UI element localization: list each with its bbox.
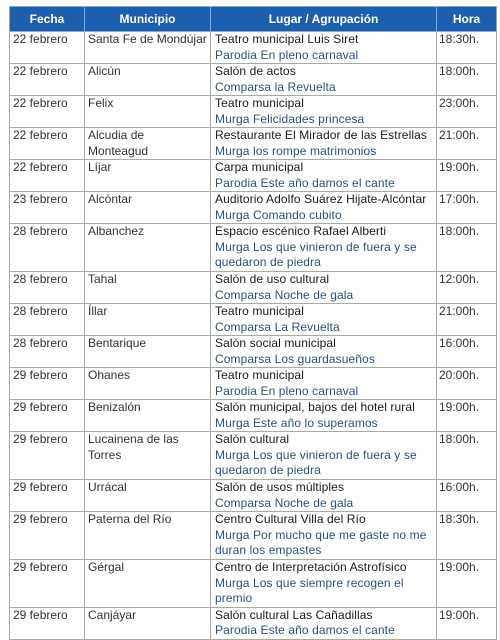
venue-text: Auditorio Adolfo Suárez Hijate-Alcóntar xyxy=(215,192,427,206)
group-text: Parodia Este año damos el cante xyxy=(215,623,395,637)
table-row xyxy=(10,512,497,560)
municipio-text: Líjar xyxy=(88,160,112,174)
municipio-text: Alcudia de Monteagud xyxy=(88,128,149,158)
venue-text: Salón de uso cultural xyxy=(215,272,330,286)
table-body xyxy=(10,32,497,640)
fecha-text: 28 febrero xyxy=(13,272,68,286)
cell-municipio xyxy=(85,560,211,608)
hora-text: 19:00h. xyxy=(439,607,480,622)
group-text: Parodia Este año damos el cante xyxy=(215,175,395,190)
header-municipio: Municipio xyxy=(85,7,211,32)
cell-municipio xyxy=(85,304,211,336)
venue-text: Teatro municipal Luis Siret xyxy=(215,32,359,46)
cell-lugar xyxy=(211,32,437,64)
cell-fecha xyxy=(10,32,85,64)
table-row xyxy=(10,480,497,512)
hora-text: 21:00h. xyxy=(439,128,480,142)
table-row xyxy=(10,368,497,400)
cell-fecha xyxy=(10,128,85,160)
cell-fecha xyxy=(10,400,85,432)
hora-text: 18:30h. xyxy=(439,32,480,46)
group-text: Murga Este año lo superamos xyxy=(215,415,378,430)
header-fecha: Fecha xyxy=(10,7,85,32)
table-row xyxy=(10,96,497,128)
group-text: Murga los rompe matrimonios xyxy=(215,143,377,158)
cell-lugar xyxy=(211,160,437,192)
cell-municipio xyxy=(85,128,211,160)
venue-text: Restaurante El Mirador de las Estrellas xyxy=(215,128,427,142)
group-text: Parodia En pleno carnaval xyxy=(215,47,359,62)
venue-text: Centro de Interpretación Astrofísico xyxy=(215,560,407,574)
cell-hora xyxy=(437,192,497,224)
header-hora: Hora xyxy=(437,7,497,32)
cell-fecha xyxy=(10,304,85,336)
cell-hora xyxy=(437,64,497,96)
hora-text: 16:00h. xyxy=(439,480,480,494)
group-text: Murga Los que vinieron de fuera y se quedaron de piedra xyxy=(215,239,417,269)
hora-text: 12:00h. xyxy=(439,272,480,286)
cell-lugar xyxy=(211,480,437,512)
cell-lugar xyxy=(211,432,437,480)
fecha-text: 28 febrero xyxy=(13,336,68,350)
cell-hora xyxy=(437,432,497,480)
venue-text: Salón cultural Las Cañadillas xyxy=(215,607,373,622)
cell-municipio xyxy=(85,32,211,64)
cell-fecha xyxy=(10,160,85,192)
table-row xyxy=(10,607,497,639)
table-row xyxy=(10,192,497,224)
group-text: Comparsa Los guardasueños xyxy=(215,351,375,366)
events-table xyxy=(9,6,497,640)
fecha-text: 29 febrero xyxy=(13,400,68,414)
cell-municipio xyxy=(85,160,211,192)
cell-fecha xyxy=(10,560,85,608)
municipio-text: Alcóntar xyxy=(88,192,133,206)
municipio-text: Ohanes xyxy=(88,368,131,382)
hora-text: 19:00h. xyxy=(439,560,480,574)
cell-lugar xyxy=(211,336,437,368)
fecha-text: 28 febrero xyxy=(13,304,68,318)
cell-lugar xyxy=(211,96,437,128)
table-row xyxy=(10,432,497,480)
group-text: Comparsa Noche de gala xyxy=(215,287,354,302)
cell-municipio xyxy=(85,368,211,400)
hora-text: 19:00h. xyxy=(439,400,480,414)
cell-municipio xyxy=(85,224,211,272)
cell-hora xyxy=(437,128,497,160)
venue-text: Salón de actos xyxy=(215,64,296,78)
municipio-text: Lucainena de las Torres xyxy=(88,432,179,462)
cell-lugar xyxy=(211,400,437,432)
venue-text: Carpa municipal xyxy=(215,160,304,174)
table-row xyxy=(10,128,497,160)
venue-text: Teatro municipal xyxy=(215,368,304,382)
municipio-text: Gérgal xyxy=(88,560,125,574)
hora-text: 16:00h. xyxy=(439,336,480,350)
group-text: Comparsa Noche de gala xyxy=(215,495,354,510)
hora-text: 20:00h. xyxy=(439,368,480,382)
municipio-text: Benizalón xyxy=(88,400,141,414)
venue-text: Salón municipal, bajos del hotel rural xyxy=(215,400,415,414)
cell-fecha xyxy=(10,480,85,512)
fecha-text: 22 febrero xyxy=(13,128,68,142)
cell-lugar xyxy=(211,128,437,160)
hora-text: 18:00h. xyxy=(439,224,480,238)
group-text: Parodia En pleno carnaval xyxy=(215,383,359,398)
fecha-text: 29 febrero xyxy=(13,607,68,622)
cell-hora xyxy=(437,304,497,336)
cell-hora xyxy=(437,560,497,608)
venue-text: Salón cultural xyxy=(215,432,290,446)
cell-hora xyxy=(437,224,497,272)
municipio-text: Urrácal xyxy=(88,480,127,494)
fecha-text: 29 febrero xyxy=(13,560,68,574)
cell-municipio xyxy=(85,64,211,96)
fecha-text: 29 febrero xyxy=(13,512,68,526)
cell-municipio xyxy=(85,272,211,304)
cell-lugar xyxy=(211,192,437,224)
cell-fecha xyxy=(10,96,85,128)
cell-municipio xyxy=(85,432,211,480)
cell-hora xyxy=(437,480,497,512)
hora-text: 21:00h. xyxy=(439,304,480,318)
cell-hora xyxy=(437,512,497,560)
fecha-text: 22 febrero xyxy=(13,64,68,78)
cell-hora xyxy=(437,160,497,192)
fecha-text: 28 febrero xyxy=(13,224,68,238)
cell-lugar xyxy=(211,272,437,304)
cell-hora xyxy=(437,336,497,368)
cell-fecha xyxy=(10,512,85,560)
cell-fecha xyxy=(10,368,85,400)
cell-hora xyxy=(437,400,497,432)
table-row xyxy=(10,32,497,64)
cell-municipio xyxy=(85,192,211,224)
venue-text: Salón de usos múltiples xyxy=(215,480,345,494)
venue-text: Salón social municipal xyxy=(215,336,336,350)
table-row xyxy=(10,400,497,432)
cell-municipio xyxy=(85,336,211,368)
cell-lugar xyxy=(211,64,437,96)
hora-text: 18:00h. xyxy=(439,432,480,446)
hora-text: 17:00h. xyxy=(439,192,480,206)
cell-fecha xyxy=(10,432,85,480)
municipio-text: Paterna del Río xyxy=(88,512,172,526)
fecha-text: 23 febrero xyxy=(13,192,68,206)
cell-hora xyxy=(437,96,497,128)
venue-text: Teatro municipal xyxy=(215,304,304,318)
header-lugar: Lugar / Agrupación xyxy=(211,7,437,32)
municipio-text: Canjáyar xyxy=(88,607,137,622)
municipio-text: Albanchez xyxy=(88,224,145,238)
cell-municipio xyxy=(85,96,211,128)
group-text: Murga Felicidades princesa xyxy=(215,111,365,126)
table-row xyxy=(10,304,497,336)
cell-hora xyxy=(437,32,497,64)
municipio-text: Tahal xyxy=(88,272,117,286)
table-row xyxy=(10,64,497,96)
hora-text: 23:00h. xyxy=(439,96,480,110)
municipio-text: Alicún xyxy=(88,64,121,78)
municipio-text: Santa Fe de Mondújar xyxy=(88,32,207,46)
venue-text: Teatro municipal xyxy=(215,96,304,110)
cell-lugar xyxy=(211,224,437,272)
cell-lugar xyxy=(211,560,437,608)
hora-text: 19:00h. xyxy=(439,160,480,174)
table-row xyxy=(10,560,497,608)
cell-municipio xyxy=(85,607,211,639)
cell-lugar xyxy=(211,304,437,336)
header-row xyxy=(10,7,497,32)
cell-fecha xyxy=(10,192,85,224)
cell-fecha xyxy=(10,607,85,639)
fecha-text: 29 febrero xyxy=(13,432,68,446)
cell-fecha xyxy=(10,64,85,96)
cell-fecha xyxy=(10,336,85,368)
table-row xyxy=(10,160,497,192)
hora-text: 18:00h. xyxy=(439,64,480,78)
cell-fecha xyxy=(10,224,85,272)
group-text: Murga Los que siempre recogen el premio xyxy=(215,575,404,605)
cell-municipio xyxy=(85,400,211,432)
fecha-text: 29 febrero xyxy=(13,368,68,382)
cell-lugar xyxy=(211,607,437,639)
municipio-text: Felix xyxy=(88,96,114,110)
cell-municipio xyxy=(85,480,211,512)
group-text: Murga Comando cubito xyxy=(215,207,342,222)
group-text: Murga Por mucho que me gaste no me duran los empastes xyxy=(215,527,427,557)
cell-hora xyxy=(437,607,497,639)
table-row xyxy=(10,272,497,304)
venue-text: Centro Cultural Villa del Río xyxy=(215,512,366,526)
group-text: Murga Los que vinieron de fuera y se quedaron de piedra xyxy=(215,447,417,477)
fecha-text: 22 febrero xyxy=(13,32,68,46)
fecha-text: 22 febrero xyxy=(13,96,68,110)
cell-lugar xyxy=(211,368,437,400)
cell-municipio xyxy=(85,512,211,560)
fecha-text: 22 febrero xyxy=(13,160,68,174)
cell-lugar xyxy=(211,512,437,560)
cell-fecha xyxy=(10,272,85,304)
cell-hora xyxy=(437,368,497,400)
table-row xyxy=(10,224,497,272)
table-row xyxy=(10,336,497,368)
municipio-text: Íllar xyxy=(88,304,108,318)
group-text: Comparsa La Revuelta xyxy=(215,319,340,334)
municipio-text: Bentarique xyxy=(88,336,147,350)
cell-hora xyxy=(437,272,497,304)
fecha-text: 29 febrero xyxy=(13,480,68,494)
hora-text: 18:30h. xyxy=(439,512,480,526)
group-text: Comparsa la Revuelta xyxy=(215,79,336,94)
venue-text: Espacio escénico Rafael Alberti xyxy=(215,224,387,238)
